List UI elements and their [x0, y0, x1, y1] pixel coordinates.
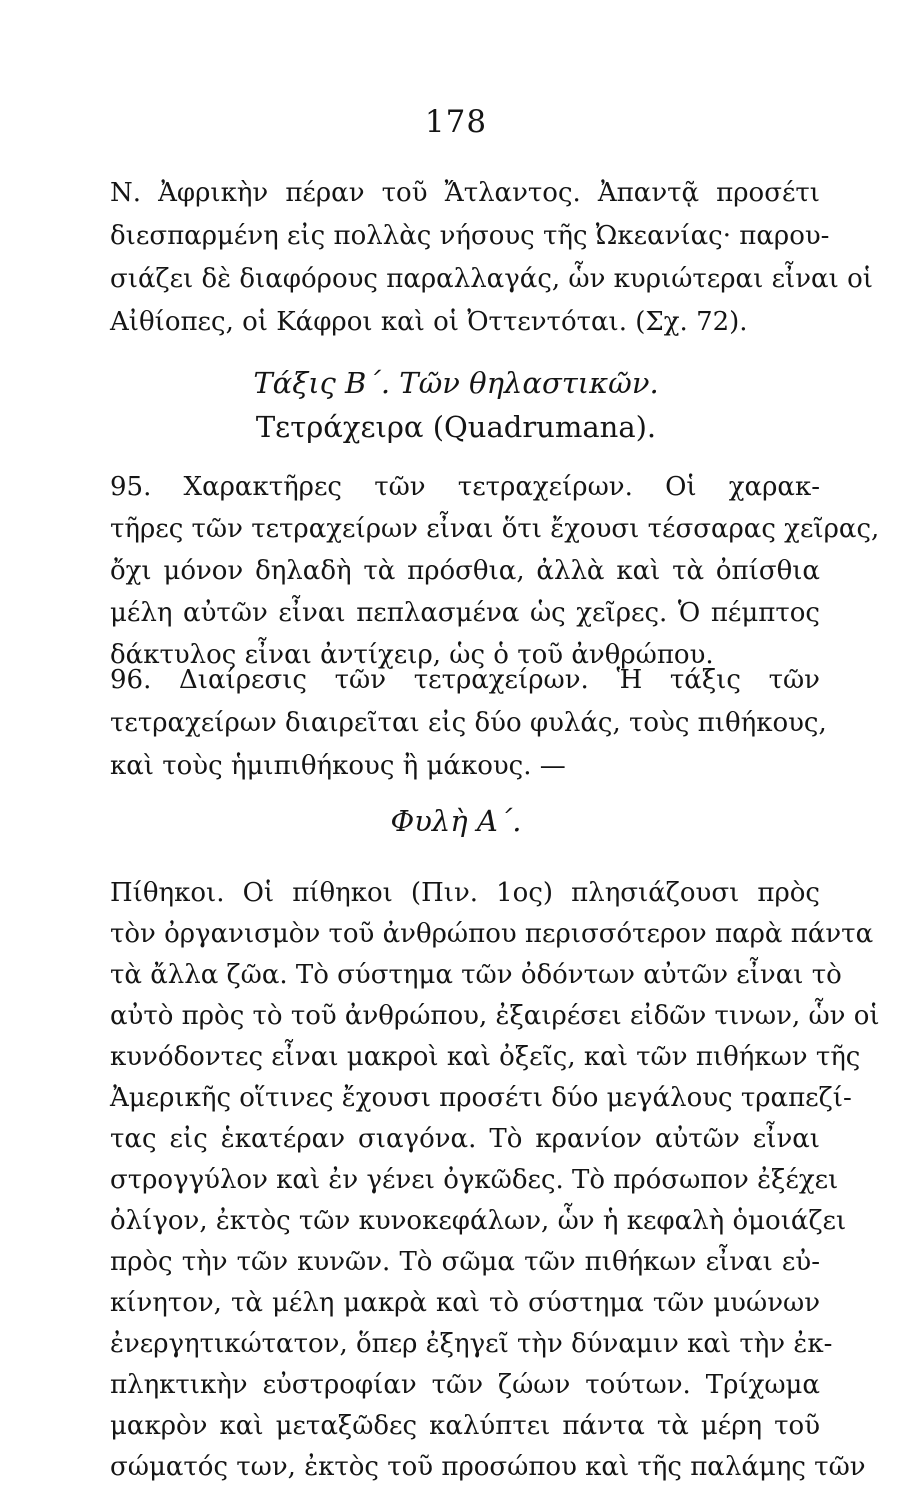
- text-line: τετραχείρων διαιρεῖται εἰς δύο φυλάς, τοὺς πιθήκους,: [110, 708, 827, 738]
- text-line: σιάζει δὲ διαφόρους παραλλαγάς, ὧν κυριώτεραι εἶναι οἱ: [110, 264, 873, 294]
- text-line: μακρὸν καὶ μεταξῶδες καλύπτει πάντα τὰ μέρη τοῦ: [110, 1411, 820, 1441]
- section-heading-tribe: Φυλὴ Α΄.: [390, 804, 522, 838]
- text-line: Ἀμερικῆς οἵτινες ἔχουσι προσέτι δύο μεγάλους τραπεζί-: [110, 1083, 852, 1113]
- text-line: καὶ τοὺς ἡμιπιθήκους ἢ μάκους. —: [110, 751, 566, 781]
- text-line: 95. Χαρακτῆρες τῶν τετραχείρων. Οἱ χαρακ-: [110, 472, 820, 502]
- text-line: δάκτυλος εἶναι ἀντίχειρ, ὡς ὁ τοῦ ἀνθρώπου.: [110, 640, 714, 670]
- text-line: Αἰθίοπες, οἱ Κάφροι καὶ οἱ Ὀττεντόται. (Σχ. 72).: [110, 307, 748, 337]
- section-heading-order: Τάξις Β΄. Τῶν θηλαστικῶν.: [253, 366, 659, 400]
- text-line: διεσπαρμένη εἰς πολλὰς νήσους τῆς Ὠκεανίας· παρου-: [110, 221, 830, 251]
- text-line: πληκτικὴν εὐστροφίαν τῶν ζώων τούτων. Τρίχωμα: [110, 1370, 820, 1400]
- page-number: 178: [424, 104, 488, 140]
- text-line: 96. Διαίρεσις τῶν τετραχείρων. Ἡ τάξις τῶν: [110, 665, 820, 695]
- text-line: ὀλίγον, ἐκτὸς τῶν κυνοκεφάλων, ὧν ἡ κεφαλὴ ὁμοιάζει: [110, 1206, 847, 1236]
- text-line: τὸν ὀργανισμὸν τοῦ ἀνθρώπου περισσότερον παρὰ πάντα: [110, 919, 874, 949]
- text-line: τὰ ἄλλα ζῶα. Τὸ σύστημα τῶν ὀδόντων αὐτῶν εἶναι τὸ: [110, 960, 842, 990]
- text-line: ἐνεργητικώτατον, ὅπερ ἐξηγεῖ τὴν δύναμιν καὶ τὴν ἐκ-: [110, 1329, 833, 1359]
- text-line: τῆρες τῶν τετραχείρων εἶναι ὅτι ἔχουσι τέσσαρας χεῖρας,: [110, 514, 880, 544]
- text-line: πρὸς τὴν τῶν κυνῶν. Τὸ σῶμα τῶν πιθήκων εἶναι εὐ-: [110, 1247, 820, 1277]
- text-line: Ν. Ἀφρικὴν πέραν τοῦ Ἄτλαντος. Ἀπαντᾷ προσέτι: [110, 178, 820, 208]
- text-line: κυνόδοντες εἶναι μακροὶ καὶ ὀξεῖς, καὶ τῶν πιθήκων τῆς: [110, 1042, 861, 1072]
- text-line: μέλη αὐτῶν εἶναι πεπλασμένα ὡς χεῖρες. Ὁ πέμπτος: [110, 598, 820, 628]
- text-line: στρογγύλον καὶ ἐν γένει ὀγκῶδες. Τὸ πρόσωπον ἐξέχει: [110, 1165, 839, 1195]
- text-line: σώματός των, ἐκτὸς τοῦ προσώπου καὶ τῆς παλάμης τῶν: [110, 1452, 866, 1482]
- text-line: τας εἰς ἑκατέραν σιαγόνα. Τὸ κρανίον αὐτῶν εἶναι: [110, 1124, 820, 1154]
- text-line: ὄχι μόνον δηλαδὴ τὰ πρόσθια, ἀλλὰ καὶ τὰ ὀπίσθια: [110, 556, 820, 586]
- text-line: αὐτὸ πρὸς τὸ τοῦ ἀνθρώπου, ἐξαιρέσει εἰδῶν τινων, ὧν οἱ: [110, 1001, 880, 1031]
- text-line: Πίθηκοι. Οἱ πίθηκοι (Πιν. 1ος) πλησιάζουσι πρὸς: [110, 878, 820, 908]
- section-heading-quadrumana: Τετράχειρα (Quadrumana).: [255, 410, 657, 444]
- text-line: κίνητον, τὰ μέλη μακρὰ καὶ τὸ σύστημα τῶν μυώνων: [110, 1288, 820, 1318]
